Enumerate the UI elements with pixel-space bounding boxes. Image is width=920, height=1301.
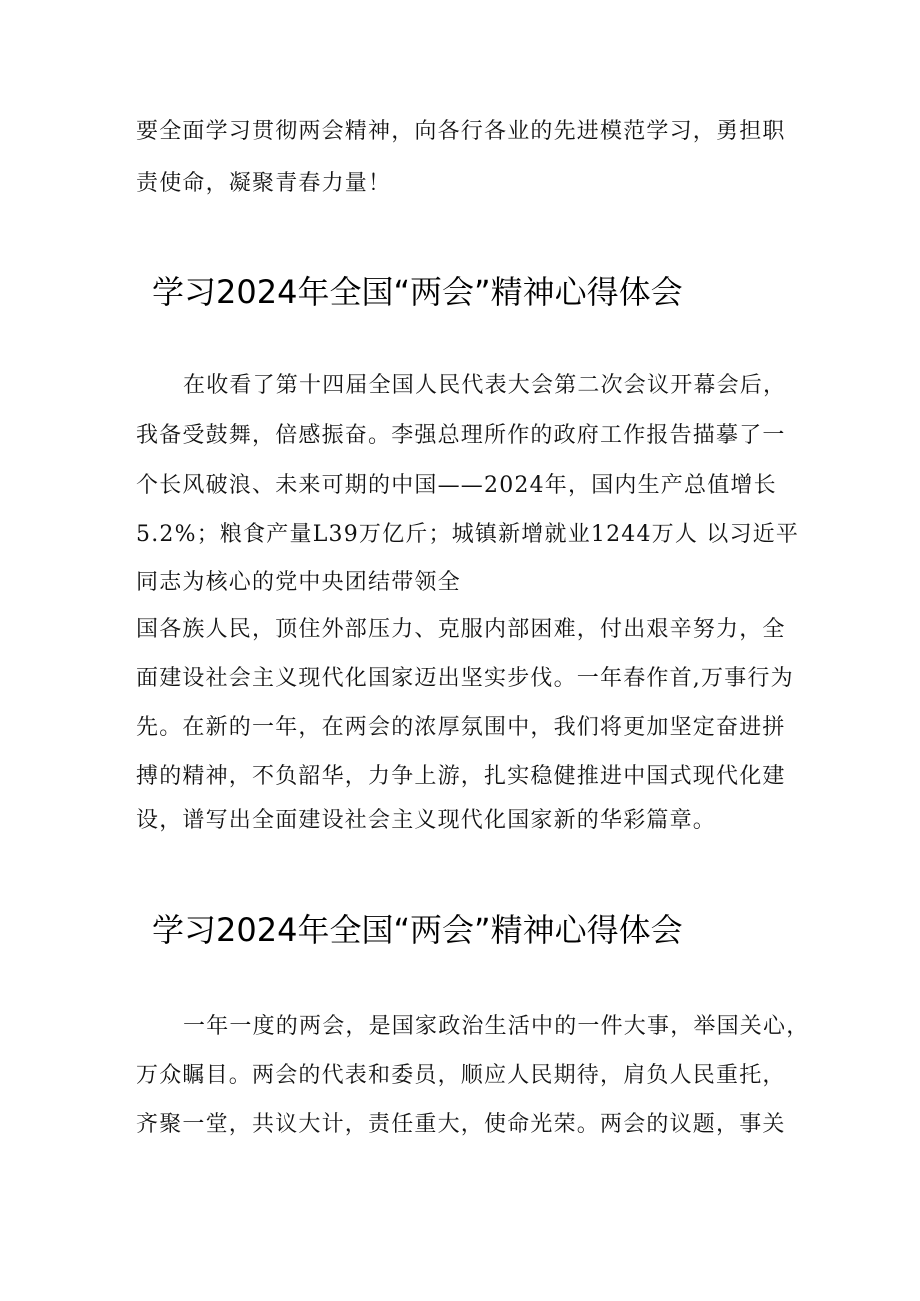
text-line: 先。在新的一年，在两会的浓厚氛围中，我们将更加坚定奋进拼 [136, 715, 786, 740]
text-line: 国各族人民，顶住外部压力、克服内部困难，付出艰辛努力，全 [136, 617, 786, 642]
text-line: 面建设社会主义现代化国家迈出坚实步伐。一年春作首,万事行为 [136, 666, 794, 691]
text-line: 我备受鼓舞，倍感振奋。李强总理所作的政府工作报告描摹了一 [136, 423, 786, 448]
text-line: 齐聚一堂，共议大计，责任重大，使命光荣。两会的议题，事关 [136, 1112, 786, 1137]
section-title: 学习2024年全国“两会”精神心得体会 [152, 911, 683, 949]
text-line: 责使命，凝聚青春力量！ [136, 171, 392, 196]
text-line: 要全面学习贯彻两会精神，向各行各业的先进模范学习，勇担职 [136, 119, 786, 144]
text-line: 5.2%；粮食产量L39万亿斤；城镇新增就业1244万人 以习近平 [136, 522, 800, 547]
text-line: 个长风破浪、未来可期的中国——2024年，国内生产总值增长 [136, 473, 777, 498]
text-line: 万众瞩目。两会的代表和委员，顺应人民期待，肩负人民重托， [136, 1063, 786, 1088]
section-title: 学习2024年全国“两会”精神心得体会 [152, 273, 683, 311]
text-line: 在收看了第十四届全国人民代表大会第二次会议开幕会后， [183, 373, 787, 398]
text-line: 一年一度的两会，是国家政治生活中的一件大事，举国关心， [183, 1014, 810, 1039]
text-line: 搏的精神，不负韶华，力争上游，扎实稳健推进中国式现代化建 [136, 764, 786, 789]
text-line: 设，谱写出全面建设社会主义现代化国家新的华彩篇章。 [136, 808, 717, 833]
text-line: 同志为核心的党中央团结带领全 [136, 570, 461, 595]
